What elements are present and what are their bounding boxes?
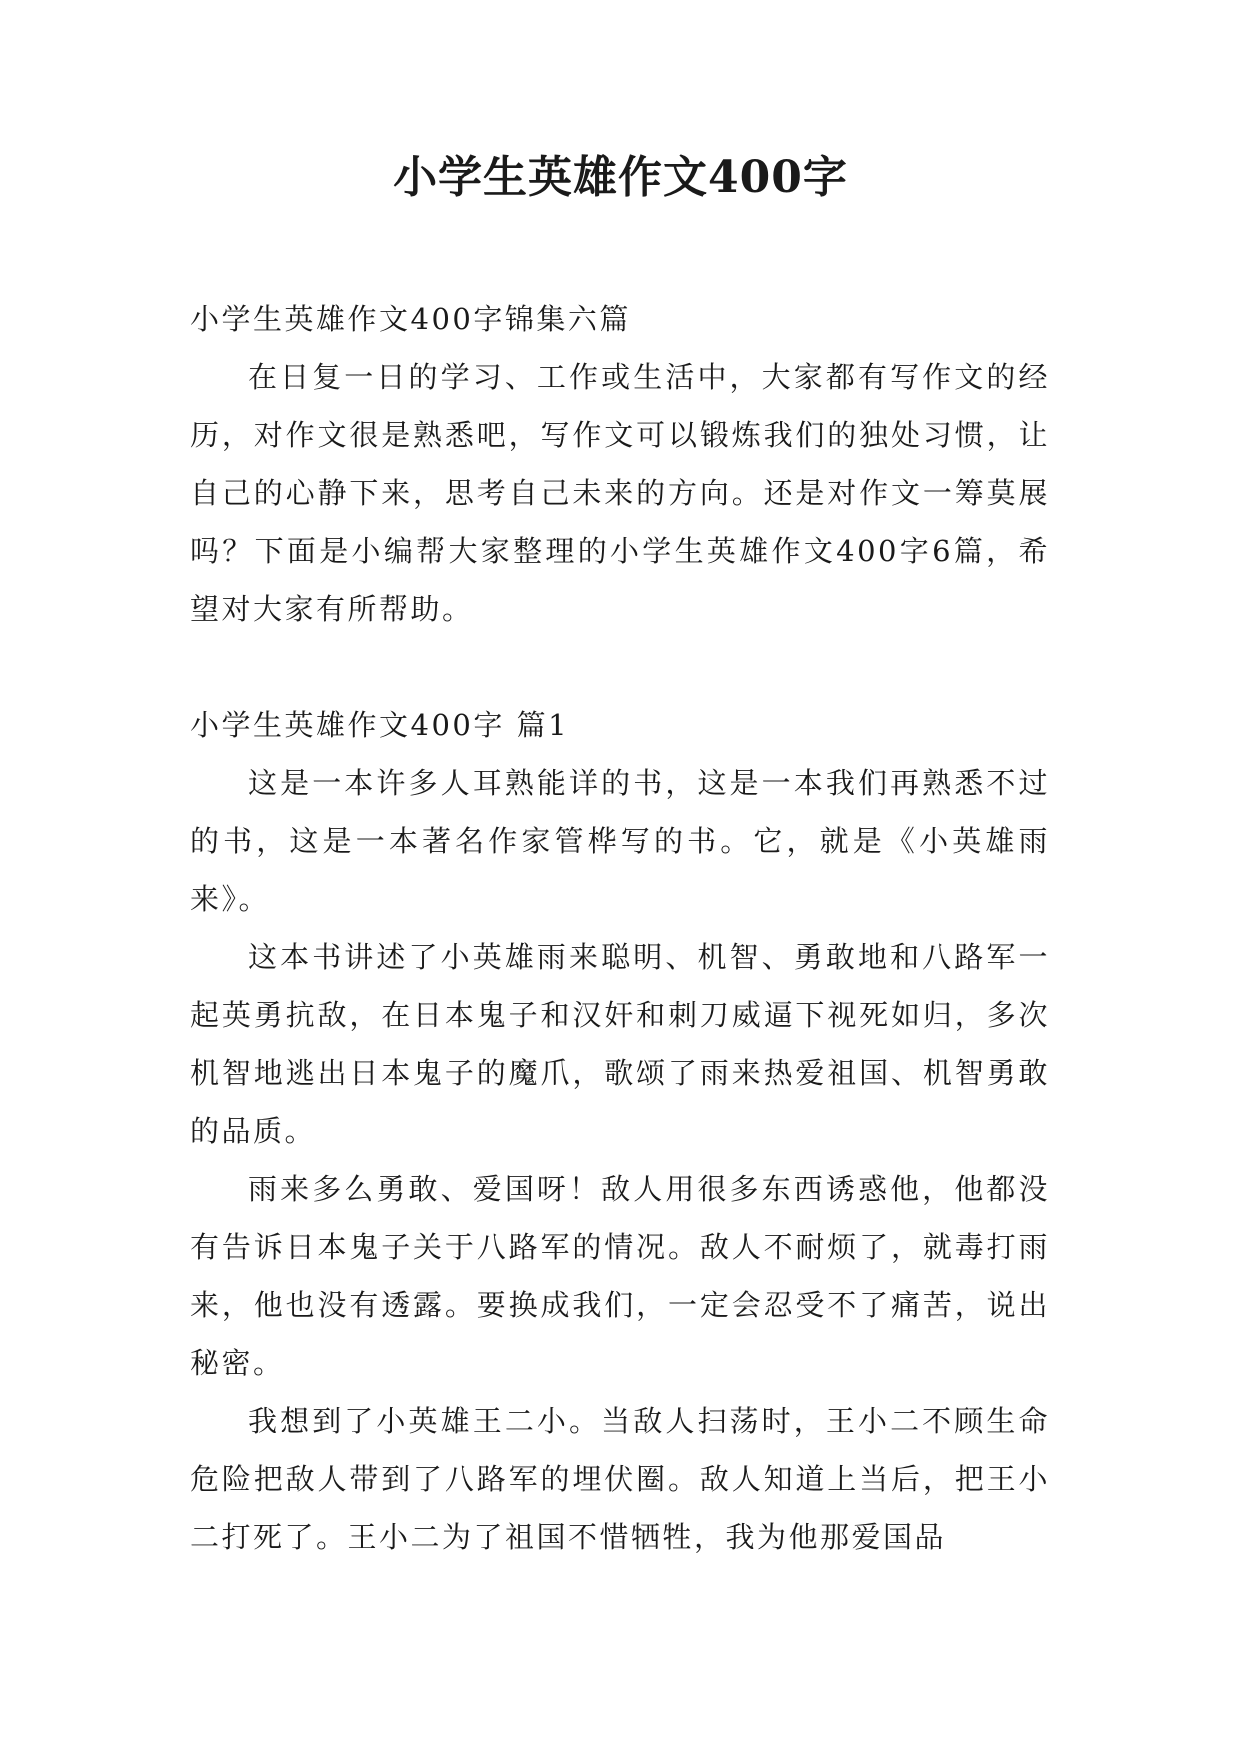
body-paragraph: 我想到了小英雄王二小。当敌人扫荡时，王小二不顾生命危险把敌人带到了八路军的埋伏圈。敌人知道上当后，把王小二打死了。王小二为了祖国不惜牺牲，我为他那爱国品 bbox=[190, 1404, 1050, 1554]
intro-paragraph: 在日复一日的学习、工作或生活中，大家都有写作文的经历，对作文很是熟悉吧，写作文可以锻炼我们的独处习惯，让自己的心静下来，思考自己未来的方向。还是对作文一筹莫展吗？下面是小编帮大家整理的小学生英雄作文400字6篇，希望对大家有所帮助。 bbox=[190, 360, 1050, 626]
body-paragraph: 这是一本许多人耳熟能详的书，这是一本我们再熟悉不过的书，这是一本著名作家管桦写的书。它，就是《小英雄雨来》。 bbox=[190, 766, 1050, 916]
section-heading: 小学生英雄作文400字 篇1 bbox=[190, 708, 570, 742]
body-paragraph: 雨来多么勇敢、爱国呀！敌人用很多东西诱惑他，他都没有告诉日本鬼子关于八路军的情况。敌人不耐烦了，就毒打雨来，他也没有透露。要换成我们，一定会忍受不了痛苦，说出秘密。 bbox=[190, 1172, 1050, 1380]
document-body bbox=[190, 290, 1050, 1566]
body-paragraph: 这本书讲述了小英雄雨来聪明、机智、勇敢地和八路军一起英勇抗敌，在日本鬼子和汉奸和刺刀威逼下视死如归，多次机智地逃出日本鬼子的魔爪，歌颂了雨来热爱祖国、机智勇敢的品质。 bbox=[190, 940, 1050, 1148]
document-title: 小学生英雄作文400字 bbox=[393, 152, 848, 203]
document-subtitle: 小学生英雄作文400字锦集六篇 bbox=[190, 302, 631, 336]
